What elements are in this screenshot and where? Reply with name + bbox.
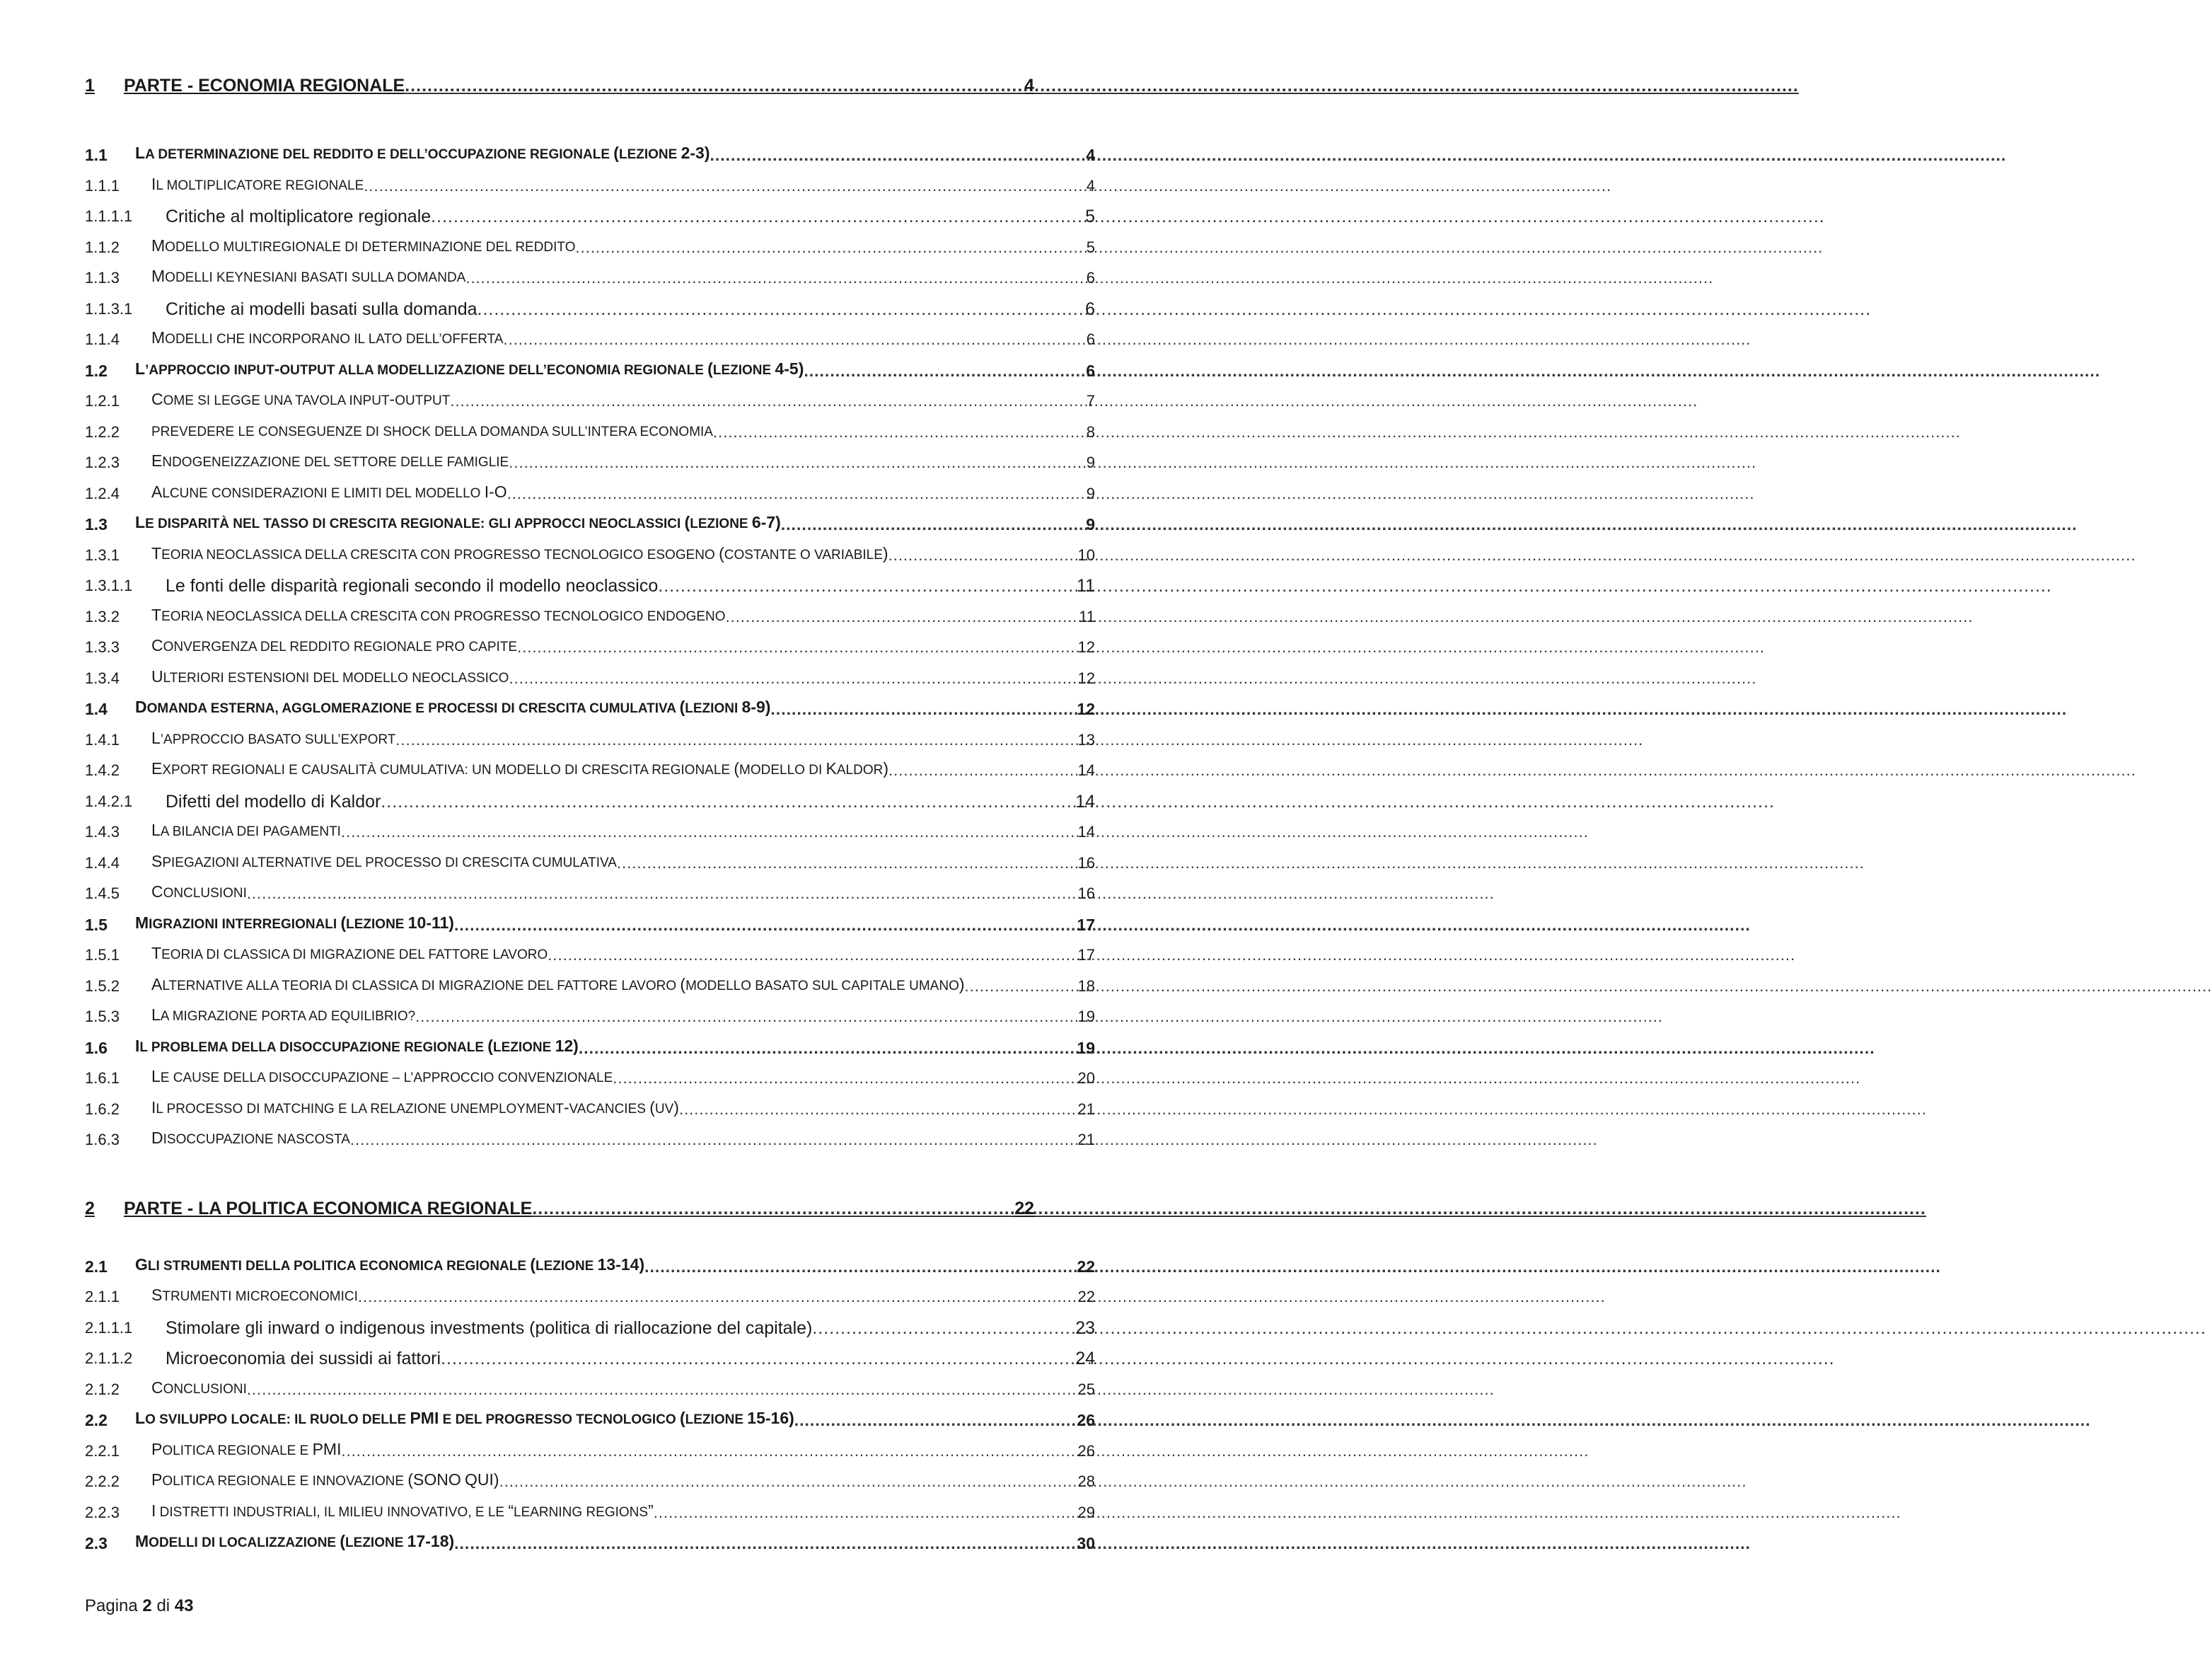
toc-leader bbox=[781, 515, 1084, 534]
toc-leader bbox=[509, 669, 1076, 688]
toc-leader bbox=[965, 977, 1077, 996]
toc-entry[interactable] bbox=[85, 321, 1095, 349]
toc-leader bbox=[358, 1288, 1077, 1306]
toc-title: Difetti del modello di Kaldor bbox=[166, 792, 381, 812]
toc-leader bbox=[477, 300, 1084, 318]
toc-number: 1.4.3 bbox=[85, 823, 120, 841]
toc-title: PARTE - LA POLITICA ECONOMICA REGIONALE bbox=[124, 1199, 533, 1218]
toc-title: COME SI LEGGE UNA TAVOLA INPUT-OUTPUT bbox=[151, 390, 451, 408]
toc-entry[interactable] bbox=[85, 1401, 1095, 1429]
toc-number: 2.1.1.1 bbox=[85, 1319, 133, 1337]
toc-entry[interactable] bbox=[85, 352, 1095, 380]
toc-page: 22 bbox=[1014, 1199, 1034, 1218]
toc-number: 1.3.2 bbox=[85, 608, 120, 625]
toc-number: 1.1.1.1 bbox=[85, 207, 133, 225]
toc-leader bbox=[441, 1349, 1074, 1368]
toc-entry[interactable] bbox=[85, 290, 1095, 318]
toc-title: L’APPROCCIO BASATO SULL’EXPORT bbox=[151, 729, 396, 747]
toc-page: 17 bbox=[1077, 946, 1095, 964]
toc-leader bbox=[350, 1131, 1077, 1149]
toc-page: 4 bbox=[1024, 76, 1034, 96]
toc-page: 4 bbox=[1086, 146, 1095, 164]
toc-leader bbox=[644, 1257, 1075, 1276]
toc-leader bbox=[341, 1442, 1076, 1460]
toc-number: 1.2 bbox=[85, 362, 108, 380]
toc-number: 2.1.2 bbox=[85, 1380, 120, 1398]
toc-page: 25 bbox=[1077, 1380, 1095, 1398]
toc-page: 13 bbox=[1077, 731, 1095, 749]
toc-page: 23 bbox=[1075, 1318, 1095, 1338]
toc-entry[interactable] bbox=[85, 721, 1095, 749]
toc-title: DOMANDA ESTERNA, AGGLOMERAZIONE E PROCESSI DI CRESCITA CUMULATIVA (LEZIONI 8-9) bbox=[135, 698, 771, 716]
toc-title: STRUMENTI MICROECONOMICI bbox=[151, 1286, 358, 1304]
toc-entry[interactable] bbox=[85, 1371, 1095, 1399]
toc-entry[interactable] bbox=[85, 505, 1095, 534]
toc-leader bbox=[454, 916, 1075, 934]
toc-title: CONCLUSIONI bbox=[151, 1378, 247, 1397]
toc-title: L’APPROCCIO INPUT-OUTPUT ALLA MODELLIZZAZIONE DELL’ECONOMIA REGIONALE (LEZIONE 4-5) bbox=[135, 359, 804, 378]
toc-entry[interactable] bbox=[85, 536, 1095, 565]
toc-number: 1.6.1 bbox=[85, 1069, 120, 1087]
toc-number: 1.3.4 bbox=[85, 669, 120, 687]
toc-number: 1.4.1 bbox=[85, 731, 120, 749]
toc-title: LA BILANCIA DEI PAGAMENTI bbox=[151, 821, 341, 839]
toc-leader bbox=[617, 854, 1077, 872]
toc-title: MODELLI DI LOCALIZZAZIONE (LEZIONE 17-18) bbox=[135, 1532, 455, 1550]
toc-title: IL PROBLEMA DELLA DISOCCUPAZIONE REGIONALE (LEZIONE 12) bbox=[135, 1037, 579, 1055]
toc-page: 6 bbox=[1086, 269, 1095, 287]
toc-entry[interactable] bbox=[85, 967, 1095, 996]
toc-page: 12 bbox=[1077, 669, 1095, 687]
toc-number: 1.1.3 bbox=[85, 269, 120, 287]
toc-number: 1.6 bbox=[85, 1039, 108, 1057]
toc-number: 1.5.1 bbox=[85, 946, 120, 964]
toc-entry[interactable] bbox=[85, 197, 1095, 226]
toc-leader bbox=[679, 1100, 1077, 1119]
toc-number: 1.2.2 bbox=[85, 423, 120, 441]
toc-leader bbox=[247, 884, 1077, 903]
toc-entry[interactable] bbox=[85, 67, 1034, 95]
toc-entry[interactable] bbox=[85, 1247, 1095, 1276]
toc-title: LA DETERMINAZIONE DEL REDDITO E DELL’OCCUPAZIONE REGIONALE (LEZIONE 2-3) bbox=[135, 144, 710, 162]
toc-title: IL MOLTIPLICATORE REGIONALE bbox=[151, 175, 364, 193]
toc-entry[interactable] bbox=[85, 1524, 1095, 1552]
toc-title: DISOCCUPAZIONE NASCOSTA bbox=[151, 1129, 350, 1147]
toc-leader bbox=[507, 485, 1085, 503]
toc-entry[interactable] bbox=[85, 813, 1095, 841]
toc-entry[interactable] bbox=[85, 783, 1095, 811]
toc-number: 1.5 bbox=[85, 916, 108, 934]
toc-page: 12 bbox=[1077, 638, 1095, 656]
toc-entry[interactable] bbox=[85, 659, 1095, 688]
toc-page: 18 bbox=[1077, 977, 1095, 995]
toc-page: 9 bbox=[1086, 515, 1095, 534]
toc-leader bbox=[770, 700, 1075, 718]
toc-number: 1.5.3 bbox=[85, 1008, 120, 1025]
toc-page: 21 bbox=[1077, 1100, 1095, 1118]
toc-title: IL PROCESSO DI MATCHING E LA RELAZIONE UNEMPLOYMENT-VACANCIES (UV) bbox=[151, 1098, 679, 1117]
toc-leader bbox=[454, 1534, 1075, 1552]
toc-leader bbox=[381, 792, 1074, 811]
toc-number: 1.1.4 bbox=[85, 330, 120, 348]
toc-number: 1.5.2 bbox=[85, 977, 120, 995]
toc-number: 1.3.3 bbox=[85, 638, 120, 656]
toc-leader bbox=[364, 177, 1084, 195]
toc-number: 1.4.5 bbox=[85, 884, 120, 902]
toc-page: 28 bbox=[1077, 1472, 1095, 1490]
toc-page: 16 bbox=[1077, 884, 1095, 902]
toc-page: 9 bbox=[1086, 454, 1095, 471]
toc-number: 1.3.1 bbox=[85, 546, 120, 564]
toc-entry[interactable] bbox=[85, 906, 1095, 934]
toc-entry[interactable] bbox=[85, 1432, 1095, 1460]
toc-page: 14 bbox=[1077, 761, 1095, 779]
toc-page: 14 bbox=[1075, 792, 1095, 812]
toc-leader bbox=[450, 392, 1084, 410]
toc-title: MIGRAZIONI INTERREGIONALI (LEZIONE 10-11) bbox=[135, 913, 454, 932]
toc-page: 19 bbox=[1077, 1039, 1095, 1057]
toc-entry[interactable] bbox=[85, 1278, 1095, 1306]
toc-title: POLITICA REGIONALE E PMI bbox=[151, 1440, 342, 1458]
toc-title: TEORIA NEOCLASSICA DELLA CRESCITA CON PROGRESSO TECNOLOGICO ESOGENO (COSTANTE O VARIABILE) bbox=[151, 544, 888, 563]
toc-entry[interactable] bbox=[85, 598, 1095, 626]
toc-title: Critiche al moltiplicatore regionale bbox=[166, 207, 432, 226]
toc-leader bbox=[794, 1411, 1076, 1429]
toc-entry[interactable] bbox=[85, 382, 1095, 410]
toc-page: 14 bbox=[1077, 823, 1095, 841]
toc-title: TEORIA DI CLASSICA DI MIGRAZIONE DEL FATTORE LAVORO bbox=[151, 944, 548, 962]
footer-middle: di bbox=[156, 1596, 170, 1615]
page-footer bbox=[85, 1596, 194, 1616]
toc-number: 1.2.3 bbox=[85, 454, 120, 471]
toc-leader bbox=[431, 207, 1084, 226]
footer-prefix: Pagina bbox=[85, 1596, 138, 1615]
toc-leader bbox=[405, 76, 1023, 95]
toc-title: EXPORT REGIONALI E CAUSALITÀ CUMULATIVA: UN MODELLO DI CRESCITA REGIONALE (MODELLO DI KALDOR) bbox=[151, 759, 889, 778]
toc-page: 26 bbox=[1077, 1411, 1095, 1429]
toc-title: Microeconomia dei sussidi ai fattori bbox=[166, 1349, 441, 1368]
toc-entry[interactable] bbox=[85, 413, 1095, 442]
toc-entry[interactable] bbox=[85, 936, 1095, 964]
toc-entry[interactable] bbox=[85, 1339, 1095, 1368]
toc-leader bbox=[812, 1319, 1074, 1337]
toc-leader bbox=[503, 330, 1084, 349]
toc-number: 2.2.2 bbox=[85, 1472, 120, 1490]
toc-entry[interactable] bbox=[85, 1029, 1095, 1057]
toc-page: 5 bbox=[1086, 238, 1095, 256]
toc-entry[interactable] bbox=[85, 259, 1095, 287]
toc-number: 2.2 bbox=[85, 1411, 108, 1429]
toc-number: 2.2.1 bbox=[85, 1442, 120, 1460]
toc-title: MODELLO MULTIREGIONALE DI DETERMINAZIONE DEL REDDITO bbox=[151, 236, 576, 255]
toc-page: 19 bbox=[1077, 1008, 1095, 1025]
toc-page: 6 bbox=[1085, 299, 1095, 319]
toc-leader bbox=[517, 638, 1076, 657]
toc-leader bbox=[654, 1504, 1077, 1522]
toc-number: 2.1 bbox=[85, 1257, 108, 1276]
toc-page: 17 bbox=[1077, 916, 1095, 934]
toc-leader bbox=[713, 423, 1085, 442]
toc-leader bbox=[341, 823, 1077, 841]
toc-entry[interactable] bbox=[85, 475, 1095, 503]
toc-title: I DISTRETTI INDUSTRIALI, IL MILIEU INNOVATIVO, E LE “LEARNING REGIONS” bbox=[151, 1501, 654, 1520]
toc-title: Stimolare gli inward o indigenous investments (politica di riallocazione del capitale) bbox=[166, 1318, 813, 1338]
toc-entry[interactable] bbox=[85, 1309, 1095, 1337]
toc-title: CONCLUSIONI bbox=[151, 882, 247, 901]
toc-number: 2.3 bbox=[85, 1534, 108, 1552]
toc-leader bbox=[888, 546, 1077, 565]
toc-entry[interactable] bbox=[85, 1463, 1095, 1491]
toc-number: 1.4 bbox=[85, 700, 108, 718]
toc-entry[interactable] bbox=[85, 1059, 1095, 1088]
toc-number: 2 bbox=[85, 1199, 95, 1218]
toc-entry[interactable] bbox=[85, 1189, 1034, 1218]
toc-title: MODELLI CHE INCORPORANO IL LATO DELL’OFFERTA bbox=[151, 328, 504, 347]
toc-entry[interactable] bbox=[85, 844, 1095, 872]
toc-page: 16 bbox=[1077, 854, 1095, 872]
toc-leader bbox=[613, 1069, 1076, 1088]
toc-title: ALCUNE CONSIDERAZIONI E LIMITI DEL MODELLO I-O bbox=[151, 483, 507, 501]
toc-title: ULTERIORI ESTENSIONI DEL MODELLO NEOCLASSICO bbox=[151, 667, 509, 686]
toc-entry[interactable] bbox=[85, 229, 1095, 257]
toc-leader bbox=[710, 146, 1085, 164]
toc-number: 1 bbox=[85, 76, 95, 96]
toc-leader bbox=[465, 269, 1084, 287]
toc-title: POLITICA REGIONALE E INNOVAZIONE (SONO QUI) bbox=[151, 1470, 499, 1489]
toc-page: 11 bbox=[1077, 576, 1095, 596]
toc-title: Le fonti delle disparità regionali secondo il modello neoclassico bbox=[166, 576, 659, 596]
toc-page: 21 bbox=[1077, 1131, 1095, 1148]
toc-number: 1.1.2 bbox=[85, 238, 120, 256]
footer-current-page: 2 bbox=[142, 1596, 152, 1615]
toc-page: 12 bbox=[1077, 700, 1095, 718]
toc-page: 4 bbox=[1086, 177, 1095, 195]
toc-title: CONVERGENZA DEL REDDITO REGIONALE PRO CAPITE bbox=[151, 636, 518, 654]
toc-leader bbox=[499, 1472, 1077, 1491]
toc-entry[interactable] bbox=[85, 1494, 1095, 1522]
toc-leader bbox=[532, 1199, 1013, 1218]
toc-entry[interactable] bbox=[85, 1090, 1095, 1119]
toc-number: 1.2.1 bbox=[85, 392, 120, 410]
toc-entry[interactable] bbox=[85, 136, 1095, 164]
toc-title: ALTERNATIVE ALLA TEORIA DI CLASSICA DI MIGRAZIONE DEL FATTORE LAVORO (MODELLO BASATO SUL CAPITALE UMANO) bbox=[151, 975, 965, 993]
toc-page: 9 bbox=[1086, 485, 1095, 502]
toc-page: 10 bbox=[1077, 546, 1095, 564]
toc-title: LE CAUSE DELLA DISOCCUPAZIONE – L’APPROCCIO CONVENZIONALE bbox=[151, 1067, 613, 1085]
toc-page: 29 bbox=[1077, 1504, 1095, 1521]
toc-leader bbox=[395, 731, 1076, 749]
toc-number: 1.4.2 bbox=[85, 761, 120, 779]
toc-leader bbox=[579, 1039, 1076, 1057]
toc-number: 1.3.1.1 bbox=[85, 577, 133, 594]
toc-number: 1.3 bbox=[85, 515, 108, 534]
toc-leader bbox=[804, 362, 1084, 380]
toc-number: 1.6.2 bbox=[85, 1100, 120, 1118]
toc-page: 22 bbox=[1077, 1288, 1095, 1305]
toc-title: LE DISPARITÀ NEL TASSO DI CRESCITA REGIONALE: GLI APPROCCI NEOCLASSICI (LEZIONE 6-7) bbox=[135, 513, 781, 531]
toc-page: 24 bbox=[1075, 1349, 1095, 1368]
toc-number: 1.1.3.1 bbox=[85, 300, 133, 318]
toc-title: LO SVILUPPO LOCALE: IL RUOLO DELLE PMI E DEL PROGRESSO TECNOLOGICO (LEZIONE 15-16) bbox=[135, 1409, 794, 1427]
toc-leader bbox=[658, 577, 1075, 595]
toc-page: 6 bbox=[1086, 362, 1095, 380]
toc-entry[interactable] bbox=[85, 875, 1095, 903]
toc-entry[interactable] bbox=[85, 751, 1095, 780]
toc-page: 22 bbox=[1077, 1257, 1095, 1276]
toc-number: 2.2.3 bbox=[85, 1504, 120, 1521]
toc-entry[interactable] bbox=[85, 998, 1095, 1026]
toc-title: Critiche ai modelli basati sulla domanda bbox=[166, 299, 477, 319]
toc-entry[interactable] bbox=[85, 567, 1095, 595]
toc-leader bbox=[415, 1008, 1076, 1026]
toc-leader bbox=[247, 1380, 1077, 1399]
toc-page: 5 bbox=[1085, 207, 1095, 226]
toc-number: 1.1 bbox=[85, 146, 108, 164]
toc-title: SPIEGAZIONI ALTERNATIVE DEL PROCESSO DI CRESCITA CUMULATIVA bbox=[151, 852, 617, 870]
toc-number: 2.1.1 bbox=[85, 1288, 120, 1305]
toc-leader bbox=[888, 761, 1077, 780]
toc-leader bbox=[726, 608, 1078, 626]
toc-page: 7 bbox=[1086, 392, 1095, 410]
toc-entry[interactable] bbox=[85, 444, 1095, 472]
toc-entry[interactable] bbox=[85, 690, 1095, 718]
toc-leader bbox=[509, 454, 1085, 472]
toc-entry[interactable] bbox=[85, 167, 1095, 195]
toc-page: 30 bbox=[1077, 1534, 1095, 1552]
toc-number: 1.2.4 bbox=[85, 485, 120, 502]
toc-number: 1.4.4 bbox=[85, 854, 120, 872]
toc-title: MODELLI KEYNESIANI BASATI SULLA DOMANDA bbox=[151, 267, 466, 285]
toc-page: 20 bbox=[1077, 1069, 1095, 1087]
toc-number: 1.6.3 bbox=[85, 1131, 120, 1148]
toc-number: 1.1.1 bbox=[85, 177, 120, 195]
toc-number: 1.4.2.1 bbox=[85, 792, 133, 810]
toc-entry[interactable] bbox=[85, 628, 1095, 657]
footer-total-pages: 43 bbox=[174, 1596, 194, 1615]
toc-title: LA MIGRAZIONE PORTA AD EQUILIBRIO? bbox=[151, 1005, 416, 1024]
toc-title: GLI STRUMENTI DELLA POLITICA ECONOMICA REGIONALE (LEZIONE 13-14) bbox=[135, 1255, 645, 1274]
toc-title: PARTE - ECONOMIA REGIONALE bbox=[124, 76, 405, 96]
toc-title: TEORIA NEOCLASSICA DELLA CRESCITA CON PROGRESSO TECNOLOGICO ENDOGENO bbox=[151, 606, 726, 624]
toc-entry[interactable] bbox=[85, 1121, 1095, 1149]
toc-leader bbox=[575, 238, 1084, 257]
toc-page: 26 bbox=[1077, 1442, 1095, 1460]
toc-leader bbox=[548, 946, 1076, 964]
toc-page: 6 bbox=[1086, 330, 1095, 348]
toc-title: ENDOGENEIZZAZIONE DEL SETTORE DELLE FAMIGLIE bbox=[151, 451, 509, 470]
toc-title: PREVEDERE LE CONSEGUENZE DI SHOCK DELLA DOMANDA SULL’INTERA ECONOMIA bbox=[151, 425, 713, 439]
toc-number: 2.1.1.2 bbox=[85, 1349, 133, 1367]
toc-page: 11 bbox=[1079, 608, 1095, 625]
toc-page: 8 bbox=[1086, 423, 1095, 441]
